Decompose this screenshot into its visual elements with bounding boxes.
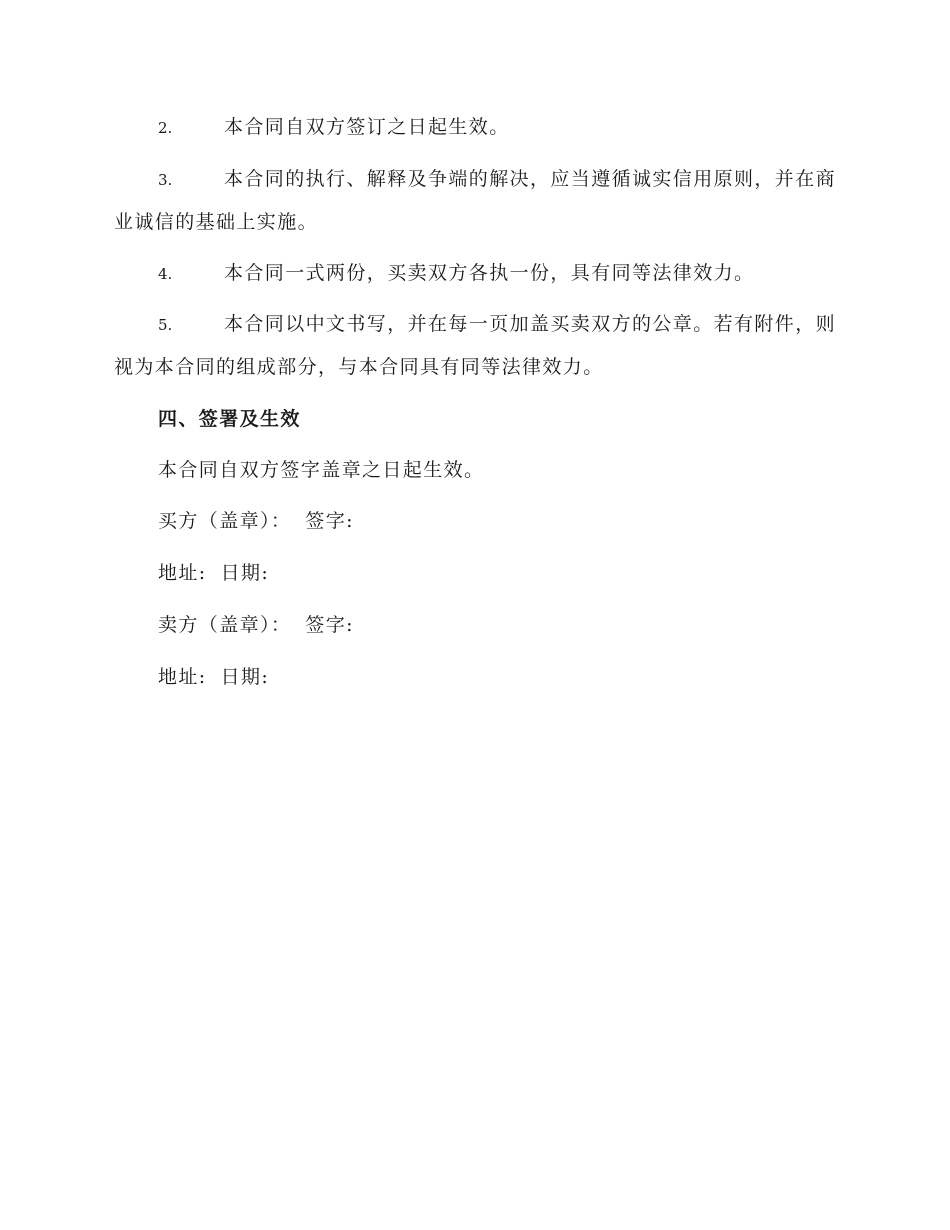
section-heading: 四、签署及生效	[158, 408, 301, 430]
buyer-seal-label: 买方（盖章）：	[158, 510, 292, 532]
clause-text: 本合同以中文书写，并在每一页加盖买卖双方的公章。若有附件，则视为本合同的组成部分，与本合同具有同等法律效力。	[114, 313, 837, 378]
seller-seal-line	[158, 604, 354, 646]
buyer-seal-line	[158, 500, 354, 542]
buyer-sign-label: 签字:	[305, 510, 354, 532]
buyer-address-line	[158, 552, 269, 594]
clause-number: 2.	[158, 119, 173, 137]
buyer-date-label: 日期:	[220, 562, 270, 584]
seller-address-label: 地址:	[158, 666, 207, 688]
clause-5	[114, 303, 836, 388]
seller-sign-label: 签字:	[305, 614, 354, 636]
clause-2	[114, 106, 836, 149]
seller-seal-label: 卖方（盖章）：	[158, 614, 292, 636]
clause-text: 本合同一式两份，买卖双方各执一份，具有同等法律效力。	[224, 262, 755, 284]
clause-number: 4.	[158, 265, 173, 283]
effective-statement: 本合同自双方签字盖章之日起生效。	[158, 459, 485, 481]
clause-text: 本合同自双方签订之日起生效。	[224, 116, 510, 138]
clause-number: 5.	[158, 316, 173, 334]
seller-date-label: 日期:	[220, 666, 270, 688]
clause-4	[114, 252, 836, 295]
clause-3	[114, 158, 836, 243]
buyer-address-label: 地址:	[158, 562, 207, 584]
seller-address-line	[158, 656, 269, 698]
clause-text: 本合同的执行、解释及争端的解决，应当遵循诚实信用原则，并在商业诚信的基础上实施。	[114, 168, 837, 233]
clause-number: 3.	[158, 171, 173, 189]
